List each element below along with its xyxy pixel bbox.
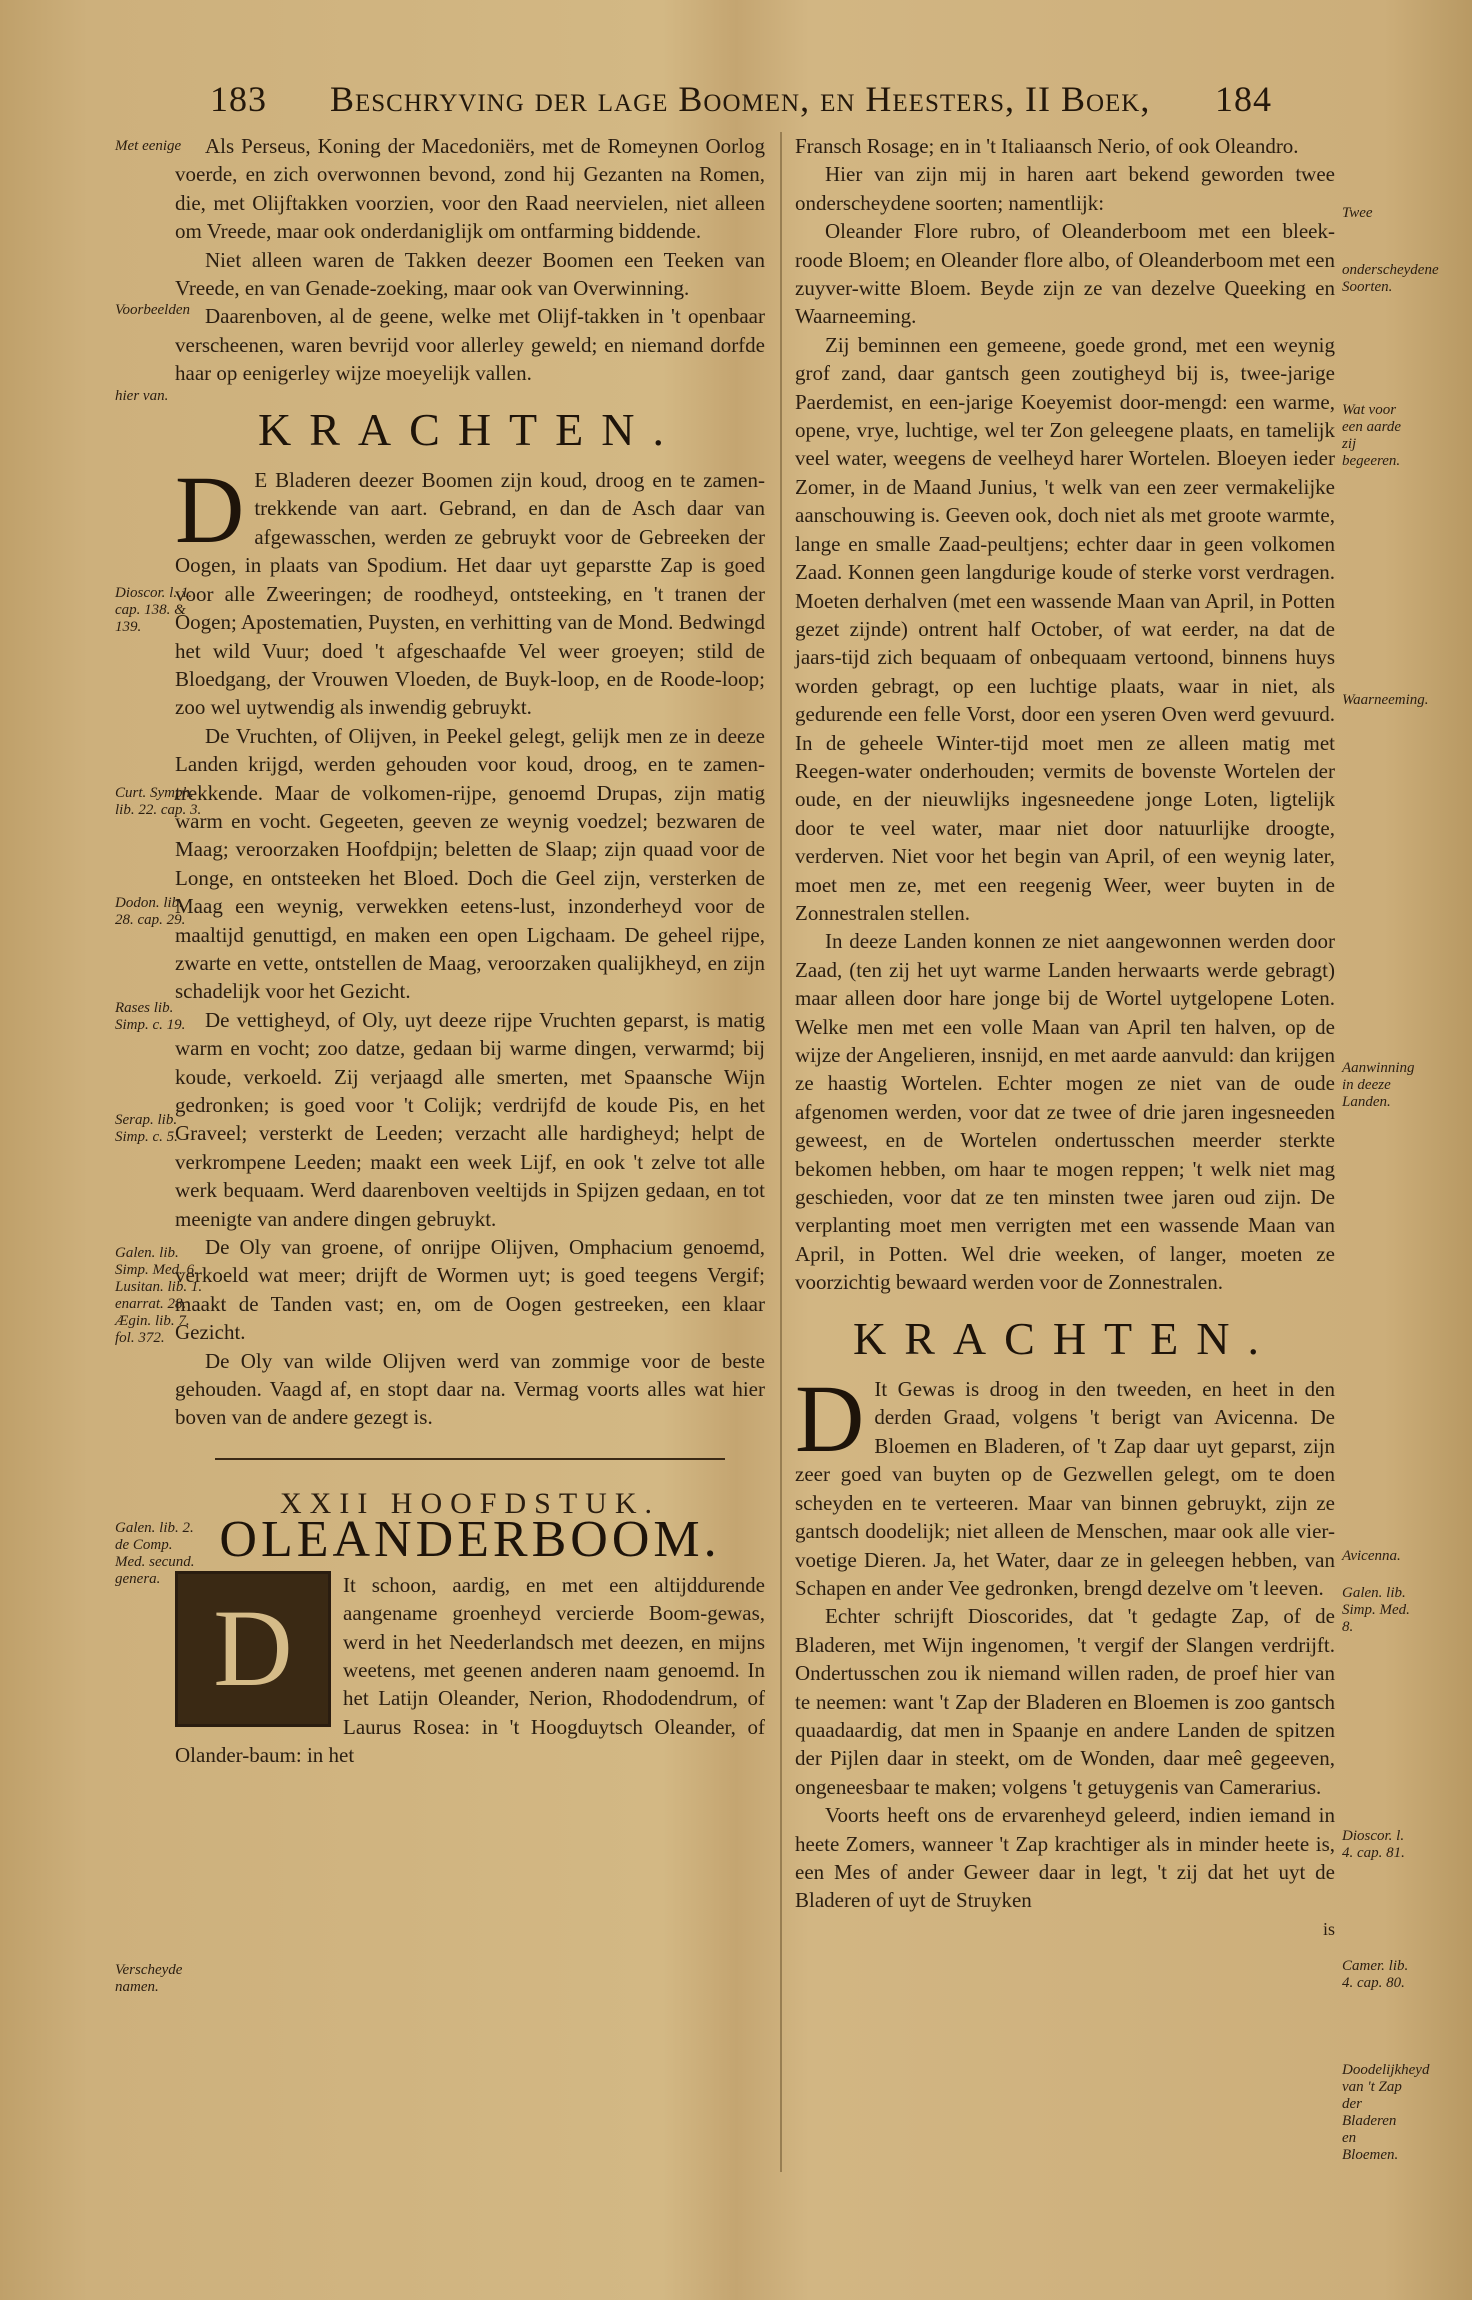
chapter-rule: [215, 1458, 725, 1460]
paragraph: Voorts heeft ons de ervarenheyd geleerd, indien iemand in heete Zomers, wanneer 't Zap krachtiger als in minder heete is, een Mes of ander Geweer daar in legt, 't zij dat het uyt de Bladeren of uyt de Struyken: [795, 1803, 1335, 1913]
paragraph: [795, 1365, 1335, 1602]
margin-note: onderscheydene Soorten.: [1342, 262, 1439, 295]
running-title: Beschryving der lage Boomen, en Heesters, II Boek,: [330, 79, 1151, 119]
margin-note: Verscheyde namen.: [115, 1962, 183, 1995]
paragraph: Daarenboven, al de geene, welke met Olijf-takken in 't openbaar verscheenen, waren bevrijd voor allerley geweld; en niemand dorfde haar op eenigerley wijze moeyelijk vallen.: [175, 304, 765, 386]
paragraph: De Vruchten, of Olijven, in Peekel gelegt, gelijk men ze in deeze Landen krijgd, werden gehouden voor koud, droog, en te zamen-trekkende. Maar de volkomen-rijpe, genoemd Drupas, zijn matig warm en vocht. Gegeeten, geeven ze weynig voedzel; bezwaren de Maag; veroorzaken Hoofdpijn; beletten de Slaap; zijn quaad voor de Longe, en ontsteeken het Bloed. Doch die Geel zijn, versterken de Maag een weynig, verwekken eetens-lust, inzonderheyd voor de maaltijd genuttigd, en maken een open Ligchaam. De geheel rijpe, zwarte en vette, ontstellen de Maag, veroorzaken qualijkheyd, en zijn schadelijk voor het Gezicht.: [175, 723, 765, 1004]
paragraph: [175, 456, 765, 722]
paragraph: Als Perseus, Koning der Macedoniërs, met de Romeynen Oorlog voerde, en zich overwonnen bevond, zond hij Gezanten na Romen, die, met Olijftakken voorzien, voor den Raad neervielen, niet alleen om Vreede, maar ook onderdaniglijk om ontfarming biddende.: [175, 134, 765, 244]
paragraph: Fransch Rosage; en in 't Italiaansch Nerio, of ook Oleandro.: [795, 134, 1299, 158]
margin-note: Met eenige: [115, 138, 182, 154]
margin-note: Galen. lib. 2. de Comp. Med. secund. genera.: [115, 1520, 195, 1587]
paragraph: De Oly van groene, of onrijpe Olijven, Omphacium genoemd, verkoeld wat meer; drijft de Wormen uyt; is goed teegens Vergif; maakt de Tanden vast; en, om de Oogen gestreeken, een klaar Gezicht.: [175, 1235, 765, 1345]
paragraph-text: E Bladeren deezer Boomen zijn koud, droog en te zamen-trekkende van aart. Gebrand, en dan de Asch daar van afgewasschen, werden ze gebruykt voor de Gebreeken der Oogen, in plaats van Spodium. Het daar uyt geparstte Zap is goed voor alle Zweeringen; de roodheyd, ontsteeking, en 't tranen der Oogen; Apostematien, Puysten, en verhitting van de Mond. Bedwingd het wild Vuur; doed 't afgeschaafde Vel weer groeyen; stild de Bloedgang, der Vrouwen Vloeden, de Buyk-loop, en de Roode-loop; zoo wel uytwendig als inwendig gebruykt.: [175, 468, 765, 720]
paragraph: Oleander Flore rubro, of Oleanderboom met een bleek-roode Bloem; en Oleander flore albo, of Oleanderboom met een zuyver-witte Bloem. Beyde zijn ze van dezelve Queeking en Waarneeming.: [795, 219, 1335, 329]
margin-note: Doodelijkheyd van 't Zap der Bladeren en Bloemen.: [1342, 2062, 1430, 2163]
chapter-number: XXII HOOFDSTUK.: [280, 1486, 660, 1520]
margin-note: Galen. lib. Simp. Med. 6. Lusitan. lib. 1. enarrat. 28. Ægin. lib. 7. fol. 372.: [115, 1245, 203, 1346]
margin-note: Voorbeelden: [115, 302, 190, 318]
margin-note: Camer. lib. 4. cap. 80.: [1342, 1958, 1409, 1991]
page-number-left: 183: [210, 79, 267, 119]
margin-note: Rases lib. Simp. c. 19.: [115, 1000, 186, 1033]
paragraph-text: It schoon, aardig, en met een altijddurende aangename groenheyd vercierde Boom-gewas, werd in het Neederlandsch met deezen, en mijns weetens, met geenen anderen naam genoemd. In het Latijn Oleander, Nerion, Rhododendrum, of Laurus Rosea: in 't Hoogduytsch Oleander, of Olander-baum: in het: [175, 1572, 765, 1768]
paragraph: Niet alleen waren de Takken deezer Boomen een Teeken van Vreede, en van Genade-zoeking, maar ook van Overwinning.: [175, 247, 765, 301]
paragraph: [175, 1571, 765, 1770]
section-heading: KRACHTEN.: [258, 403, 682, 455]
paragraph-text: It Gewas is droog in den tweeden, en heet in den derden Graad, volgens 't berigt van Avicenna. De Bloemen en Bladeren, of 't Zap daar uyt geparst, zijn zeer goed van buyten op de Gezwellen gelegt, om te doen scheyden en te verteeren. Maar van binnen gebruykt, zijn ze gantsch doodelijk; niet alleen de Menschen, maar ook alle vier-voetige Dieren. Ja, het Water, daar ze in geleegen hebben, van Schapen en ander Vee gedronken, brengd dezelve om 't leeven.: [795, 1377, 1335, 1600]
margin-note: Curt. Symph. lib. 22. cap. 3.: [115, 785, 202, 818]
margin-note: Avicenna.: [1342, 1548, 1401, 1564]
paragraph: Hier van zijn mij in haren aart bekend geworden twee onderscheydene soorten; namentlijk:: [795, 162, 1335, 215]
ornamental-initial-letter: D: [213, 1587, 293, 1710]
margin-note: Waarneeming.: [1342, 692, 1429, 708]
left-column: [175, 132, 765, 1770]
margin-note: Dioscor. l. 4. cap. 81.: [1342, 1828, 1405, 1861]
catchword: is: [1322, 1918, 1335, 1939]
margin-note: Dodon. lib. 28. cap. 29.: [115, 895, 186, 928]
right-column: [795, 132, 1335, 1943]
margin-note: hier van.: [115, 388, 169, 404]
drop-cap: D: [795, 1365, 865, 1473]
margin-note: Galen. lib. Simp. Med. 8.: [1342, 1585, 1410, 1635]
paragraph: De Oly van wilde Olijven werd van zommige voor de beste gehouden. Vaagd af, en stopt daar na. Vermag voorts alles wat hier boven van de andere gezegt is.: [175, 1348, 765, 1430]
margin-note: Wat voor een aarde zij begeeren.: [1342, 402, 1402, 469]
margin-note: Dioscor. l. 1. cap. 138. & 139.: [115, 585, 193, 635]
paragraph: In deeze Landen konnen ze niet aangewonnen werden door Zaad, (ten zij het uyt warme Landen herwaarts werde gebragt) maar alleen door hare jonge bij de Wortel uytgelopene Loten. Welke men met een volle Maan van April ten halven, op de wijze der Angelieren, insnijd, en met aarde aanvuld: dan krijgen ze haastig Wortelen. Echter mogen ze niet van de oude afgenomen werden, voor dat ze twee of drie jaren ingesneeden geweest, en de Wortelen ondertusschen meerder sterkte bekomen hebben, om haar te mogen reppen; 't welk niet mag geschieden, voor dat ze ten minsten twee jaren oud zijn. De verplanting moet men verrigten met een wassende Maan van April, in Potten. Wel drie weeken, of langer, moeten ze voorzichtig bewaard werden voor de Zonnestralen.: [795, 929, 1335, 1295]
paragraph: De vettigheyd, of Oly, uyt deeze rijpe Vruchten geparst, is matig warm en vocht; zoo datze, gedaan bij warme dingen, verwarmd; bij koude, verkoeld. Zij verjaagd alle smerten, met Spaansche Wijn gedronken; is goed voor 't Colijk; verdrijfd de koude Pis, en het Graveel; versterkt de Leeden; verzacht alle hardigheyd; helpt de verkrompene Leeden; maakt een week Lijf, en ook 't zelve tot alle werk bequaam. Werd daarenboven veeltijds in Spijzen gedaan, en tot meenigte van andere dingen gebruykt.: [175, 1007, 765, 1231]
margin-note: Twee: [1342, 205, 1373, 221]
column-divider: [780, 132, 782, 2172]
margin-note: Serap. lib. Simp. c. 5.: [115, 1112, 178, 1145]
drop-cap: D: [175, 456, 245, 564]
ornamental-initial: [175, 1571, 331, 1727]
paragraph: Zij beminnen een gemeene, goede grond, met een weynig grof zand, daar gantsch geen zoutigheyd bij is, twee-jarige Paerdemist, en een-jarige Koeyemist door-mengd: een warme, opene, vrye, luchtige, wel ter Zon geleegene plaats, en tamelijk veel water, weegens de veelheyd harer Wortelen. Bloeyen ieder Zomer, in de Maand Junius, 't welk van een zeer vermakelijke aanschouwing is. Geeven ook, doch niet als met groote warmte, lange en smalle Zaad-peultjens; echter daar in geen volkomen Zaad. Konnen geen langdurige koude of sterke vorst verdragen. Moeten derhalven (met een wassende Maan van April, in Potten gezet zijnde) ontrent half October, of wat eerder, na dat de jaars-tijd zich bequaam of onbequaam vertoond, binnens huys worden gebragt, op een luchtige plaats, waar in niet, als gedurende een felle Vorst, door een yseren Oven werd gevuurd. In de geheele Winter-tijd moet men ze alleen matig met Reegen-water onderhouden; vermits de bovenste Wortelen der oude, en der nieuwlijks ingesneedene jonge Loten, ligtelijk door te veel water, maar niet door natuurlijke droogte, verderven. Niet voor het begin van April, of een weynig later, moet men ze, met een reegenig Weer, weer buyten in de Zonnestralen stellen.: [795, 332, 1335, 925]
page-number-right: 184: [1215, 79, 1272, 119]
paragraph: Echter schrijft Dioscorides, dat 't gedagte Zap, of de Bladeren, met Wijn ingenomen, 't vergif der Slangen verdrijft. Ondertusschen zou ik niemand willen raden, de proef hier van te neemen: want 't Zap der Bladeren en Bloemen is zoo gantsch quaadaardig, dat men in Spaanje en andere Landen de spitzen der Pijlen daar in steekt, om de Wonden, daar meê gegeeven, ongeneesbaar te maken; volgens 't getuygenis van Camerarius.: [795, 1604, 1335, 1799]
page-header: [210, 78, 1272, 128]
margin-note: Aanwinning in deeze Landen.: [1342, 1060, 1415, 1110]
section-heading: KRACHTEN.: [853, 1312, 1277, 1364]
chapter-title: OLEANDERBOOM.: [219, 1511, 721, 1569]
